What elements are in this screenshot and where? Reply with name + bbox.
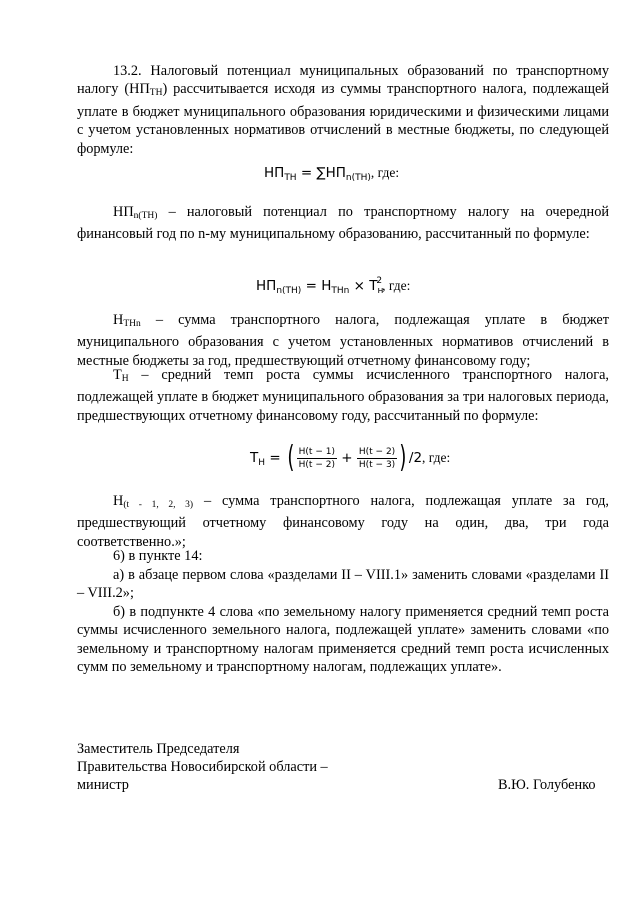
- formula-tail: , где:: [422, 450, 451, 465]
- formula-1: [264, 163, 399, 188]
- definition-text: – сумма транспортного налога, подлежащая уплате за год, предшествующий отчетному финансовому году на один, два, три года соответственно.»;: [77, 493, 609, 550]
- denominator: Н(t − 3): [358, 459, 396, 470]
- formula-operator: =: [301, 278, 322, 294]
- item-6a: а) в абзаце первом слова «разделами II – VIII.1» заменить словами «разделами II – VIII.2»;: [77, 567, 609, 602]
- formula-subscript: ТН: [284, 173, 297, 183]
- paragraph-13-2: [77, 62, 609, 158]
- formula-symbol: Т: [369, 278, 378, 294]
- term-subscript: (t - 1, 2, 3): [123, 500, 194, 510]
- subscript: ТН: [149, 88, 163, 99]
- definition-t-n: [77, 366, 609, 425]
- formula-subscript: ТНn: [331, 286, 350, 296]
- formula-subscript: Н: [258, 458, 266, 468]
- formula-superscript: 2: [376, 276, 383, 286]
- formula-operator: ×: [349, 278, 370, 294]
- definition-text: – налоговый потенциал по транспортному налогу на очередной финансовый год по n-му муниципальному образованию, рассчитанный по формуле:: [77, 204, 609, 243]
- formula-tail: , где:: [382, 278, 411, 293]
- open-paren: (: [287, 440, 295, 475]
- formula-operator: =: [296, 165, 317, 181]
- formula-symbol: Т: [250, 450, 259, 466]
- term: Н: [113, 493, 124, 509]
- signature-title-line-1: Заместитель Председателя: [77, 741, 240, 757]
- definition-h-t: [77, 492, 609, 551]
- formula-operator: /2: [408, 450, 423, 466]
- formula-operator: +: [336, 450, 357, 466]
- numerator: Н(t − 1): [298, 446, 335, 457]
- close-paren: ): [399, 440, 407, 475]
- definition-np-n: [77, 203, 609, 244]
- formula-symbol: НП: [264, 165, 285, 181]
- term: Н: [113, 312, 124, 328]
- term: НП: [113, 204, 134, 220]
- signatory-name: В.Ю. Голубенко: [498, 777, 596, 793]
- formula-symbol: Н: [321, 278, 332, 294]
- formula-tail: , где:: [370, 165, 400, 180]
- definition-h-thn: [77, 311, 609, 370]
- formula-2: [256, 271, 410, 301]
- formula-subscript: n(ТН): [345, 173, 371, 183]
- formula-3: [250, 440, 451, 475]
- definition-text: – сумма транспортного налога, подлежащая уплате в бюджет муниципального образования с учетом установленных нормативов отчислений в местные бюджеты за год, предшествующий отчетному финансовому году;: [77, 312, 609, 369]
- formula-subscript: н: [377, 286, 384, 296]
- formula-symbol: НП: [325, 165, 346, 181]
- signature-title-line-3: министр: [77, 777, 129, 793]
- definition-text: – средний темп роста суммы исчисленного транспортного налога, подлежащей уплате в бюджет муниципального образования за три налоговых периода, предшествующих отчетному финансовому году, рассчитанный по формуле:: [77, 367, 609, 424]
- denominator: Н(t − 2): [298, 459, 335, 470]
- paragraph-text: 13.2. Налоговый потенциал муниципальных образований по транспортному налогу (НП: [77, 63, 609, 98]
- paragraph-text: ) рассчитывается исходя из суммы транспортного налога, подлежащей уплате в бюджет муниципального образования юридическими и физическими лицами с учетом установленных нормативов отчислений в местные бюджеты, по следующей формуле:: [77, 81, 609, 157]
- item-6: 6) в пункте 14:: [113, 548, 203, 564]
- formula-operator: =: [265, 450, 285, 466]
- term: Т: [113, 367, 122, 383]
- term-subscript: ТНn: [123, 319, 141, 329]
- term-subscript: n(ТН): [133, 211, 158, 221]
- fraction-2: [357, 446, 397, 471]
- formula-subscript: n(ТН): [276, 286, 302, 296]
- numerator: Н(t − 2): [358, 446, 396, 457]
- formula-symbol: НП: [256, 278, 277, 294]
- signature-title-line-2: Правительства Новосибирской области –: [77, 759, 328, 775]
- sum-symbol: ∑: [316, 165, 326, 181]
- item-6b: б) в подпункте 4 слова «по земельному налогу применяется средний темп роста суммы исчисленного земельного налога, подлежащей уплате» заменить словами «по земельному и транспортному налогам применяется средний темп роста исчисленных сумм по земельному и транспортному налогам, подлежащих уплате».: [77, 604, 609, 676]
- fraction-1: [297, 446, 337, 471]
- term-subscript: Н: [121, 374, 129, 384]
